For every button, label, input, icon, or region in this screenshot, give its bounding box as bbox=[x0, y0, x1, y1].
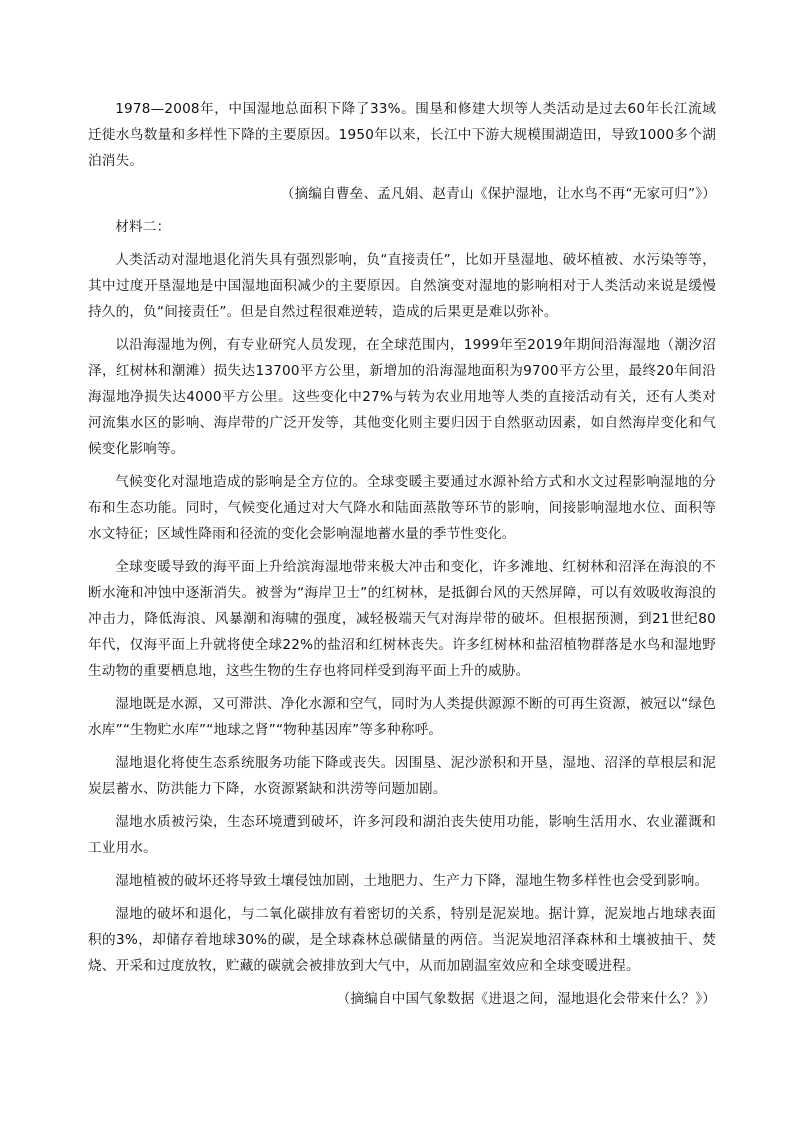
paragraph-climate-change: 气候变化对湿地造成的影响是全方位的。全球变暖主要通过水源补给方式和水文过程影响湿地的分布和生态功能。同时，气候变化通过对大气降水和陆面蒸散等环节的影响，间接影响湿地水位、面积等水文特征；区域性降雨和径流的变化会影响湿地蓄水量的季节性变化。 bbox=[88, 474, 716, 542]
paragraph-wetland-functions: 湿地既是水源，又可滞洪、净化水源和空气，同时为人类提供源源不断的可再生资源，被冠以“绿色水库”“生物贮水库”“地球之肾”“物种基因库”等多种称呼。 bbox=[88, 696, 716, 738]
source-citation-1: （摘编自曹垒、孟凡娟、赵青山《保护湿地，让水鸟不再“无家可归”》） bbox=[280, 186, 716, 202]
paragraph-vegetation-damage: 湿地植被的破坏还将导致土壤侵蚀加剧，土地肥力、生产力下降，湿地生物多样性也会受到影响。 bbox=[115, 873, 709, 889]
paragraph-coastal-wetland: 以沿海湿地为例，有专业研究人员发现，在全球范围内，1999年至2019年期间沿海湿地（潮汐沼泽，红树林和潮滩）损失达13700平方公里，新增加的沿海湿地面积为9700平方公里，最终20年间沿海湿地净损失达4000平方公里。这些变化中27%与转为农业用地等人类的直接活动有关，还有人类对河流集水区的影响、海岸带的广泛开发等，其他变化则主要归因于自然驱动因素，如自然海岸变化和气候变化影响等。 bbox=[88, 337, 716, 457]
paragraph-sea-level-rise: 全球变暖导致的海平面上升给滨海湿地带来极大冲击和变化，许多滩地、红树林和沼泽在海浪的不断水淹和冲蚀中逐渐消失。被誉为“海岸卫士”的红树林，是抵御台风的天然屏障，可以有效吸收海浪的冲击力，降低海浪、风暴潮和海啸的强度，减轻极端天气对海岸带的破坏。但根据预测，到21世纪80年代，仅海平面上升就将使全球22%的盐沼和红树林丧失。许多红树林和盐沼植物群落是水鸟和湿地野生动物的重要栖息地，这些生物的生存也将同样受到海平面上升的威胁。 bbox=[88, 559, 716, 679]
material-two-heading: 材料二： bbox=[115, 219, 171, 235]
paragraph-water-pollution: 湿地水质被污染，生态环境遭到破坏，许多河段和湖泊丧失使用功能，影响生活用水、农业灌溉和工业用水。 bbox=[88, 814, 716, 856]
document-body bbox=[88, 96, 716, 1012]
paragraph-human-activity: 人类活动对湿地退化消失具有强烈影响，负“直接责任”，比如开垦湿地、破坏植被、水污染等等，其中过度开垦湿地是中国湿地面积减少的主要原因。自然演变对湿地的影响相对于人类活动来说是缓慢持久的，负“间接责任”。但是自然过程很难逆转，造成的后果更是难以弥补。 bbox=[88, 252, 716, 320]
paragraph-wetland-area-decline: 1978—2008年，中国湿地总面积下降了33%。围垦和修建大坝等人类活动是过去60年长江流域迁徙水鸟数量和多样性下降的主要原因。1950年以来，长江中下游大规模围湖造田，导致1000多个湖泊消失。 bbox=[88, 101, 716, 169]
paragraph-ecosystem-services: 湿地退化将使生态系统服务功能下降或丧失。因围垦、泥沙淤积和开垦，湿地、沼泽的草根层和泥炭层蓄水、防洪能力下降，水资源紧缺和洪涝等问题加剧。 bbox=[88, 755, 716, 797]
paragraph-carbon-emissions: 湿地的破坏和退化，与二氧化碳排放有着密切的关系，特别是泥炭地。据计算，泥炭地占地球表面积的3%，却储存着地球30%的碳，是全球森林总碳储量的两倍。当泥炭地沼泽森林和土壤被抽干、焚烧、开采和过度放牧，贮藏的碳就会被排放到大气中，从而加剧温室效应和全球变暖进程。 bbox=[88, 906, 716, 974]
source-citation-2: （摘编自中国气象数据《进退之间，湿地退化会带来什么？》） bbox=[336, 991, 716, 1007]
